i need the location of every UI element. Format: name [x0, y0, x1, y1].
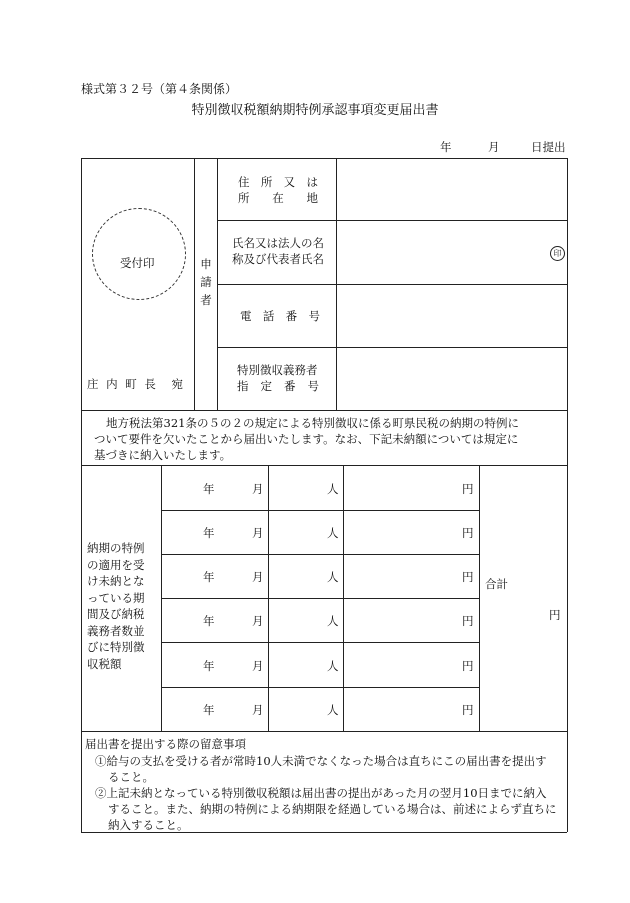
address-label-line2: 所 在 地	[238, 191, 318, 205]
row-6-month: 月	[252, 703, 264, 717]
row-4-year: 年	[203, 614, 215, 628]
row-4-yen: 円	[462, 614, 474, 628]
unpaid-row-line-4	[161, 642, 479, 643]
applicant-bottom-line	[81, 410, 567, 411]
date-year-label: 年	[440, 140, 452, 154]
row-6-year: 年	[203, 703, 215, 717]
row-6-yen: 円	[462, 703, 474, 717]
applicant-col-line-1	[194, 158, 195, 410]
row-3-year: 年	[203, 570, 215, 584]
row-4-month: 月	[252, 614, 264, 628]
applicant-row-line-2	[217, 284, 567, 285]
applicant-row-line-1	[217, 220, 567, 221]
statement-line-1: 地方税法第321条の５の２の規定による特別徴収に係る町県民税の納期の特例に	[106, 416, 519, 430]
obligor-label-line1: 特別徴収義務者	[237, 363, 318, 377]
total-yen: 円	[549, 608, 561, 622]
row-2-month: 月	[252, 526, 264, 540]
name-label-line2: 称及び代表者氏名	[232, 252, 324, 266]
unpaid-row-line-2	[161, 554, 479, 555]
row-3-yen: 円	[462, 570, 474, 584]
notes-heading: 届出書を提出する際の留意事項	[85, 737, 246, 751]
phone-label: 電 話 番 号	[240, 309, 320, 323]
note-2-line-1: ②上記未納となっている特別徴収税額は届出書の提出があった月の翌月10日までに納入	[95, 786, 547, 800]
form-title: 特別徴収税額納期特例承認事項変更届出書	[191, 103, 439, 118]
row-1-people: 人	[327, 482, 339, 496]
form-number: 様式第３２号（第４条関係）	[81, 82, 238, 96]
addressee: 庄 内 町 長 宛	[87, 377, 183, 391]
note-2-line-3: 納入すること。	[108, 818, 189, 832]
obligor-label-line2: 指 定 番 号	[237, 379, 319, 393]
seal-mark: 印	[550, 246, 565, 261]
row-2-yen: 円	[462, 526, 474, 540]
row-1-month: 月	[252, 482, 264, 496]
row-3-people: 人	[327, 570, 339, 584]
unpaid-period-label: 納期の特例 の適用を受 け未納とな っている期 間及び納税 義務者数並 びに特別徴 収税額	[87, 541, 145, 671]
statement-bottom-line	[81, 465, 567, 466]
date-month-label: 月	[488, 140, 500, 154]
row-5-month: 月	[252, 659, 264, 673]
note-2-line-2: すること。また、納期の特例による納期限を経過している場合は、前述によらず直ちに	[108, 802, 557, 816]
row-5-people: 人	[327, 659, 339, 673]
frame-top	[81, 158, 567, 159]
row-6-people: 人	[327, 703, 339, 717]
unpaid-row-line-1	[161, 510, 479, 511]
row-5-yen: 円	[462, 659, 474, 673]
row-1-yen: 円	[462, 482, 474, 496]
receipt-stamp-label: 受付印	[120, 256, 155, 270]
applicant-row-line-3	[217, 347, 567, 348]
note-1-line-2: ること。	[108, 770, 154, 784]
date-day-submit-label: 日提出	[531, 140, 566, 154]
statement-line-3: 基づきに納入いたします。	[94, 448, 232, 462]
row-5-year: 年	[203, 659, 215, 673]
unpaid-bottom-line	[81, 731, 567, 732]
unpaid-row-line-5	[161, 687, 479, 688]
name-label-line1: 氏名又は法人の名	[232, 236, 324, 250]
row-1-year: 年	[203, 482, 215, 496]
frame-right	[567, 158, 568, 832]
total-label: 合計	[485, 577, 508, 591]
note-1-line-1: ①給与の支払を受ける者が常時10人未満でなくなった場合は直ちにこの届出書を提出す	[95, 754, 547, 768]
row-2-people: 人	[327, 526, 339, 540]
receipt-stamp-circle	[92, 208, 186, 300]
statement-line-2: ついて要件を欠いたことから届出いたします。なお、下記未納額については規定に	[94, 432, 519, 446]
address-label-line1: 住 所 又 は	[238, 175, 318, 189]
row-2-year: 年	[203, 526, 215, 540]
unpaid-col-line-4	[479, 465, 480, 731]
row-4-people: 人	[327, 614, 339, 628]
row-3-month: 月	[252, 570, 264, 584]
applicant-vertical-label: 申 請 者	[200, 257, 212, 307]
unpaid-row-line-3	[161, 598, 479, 599]
